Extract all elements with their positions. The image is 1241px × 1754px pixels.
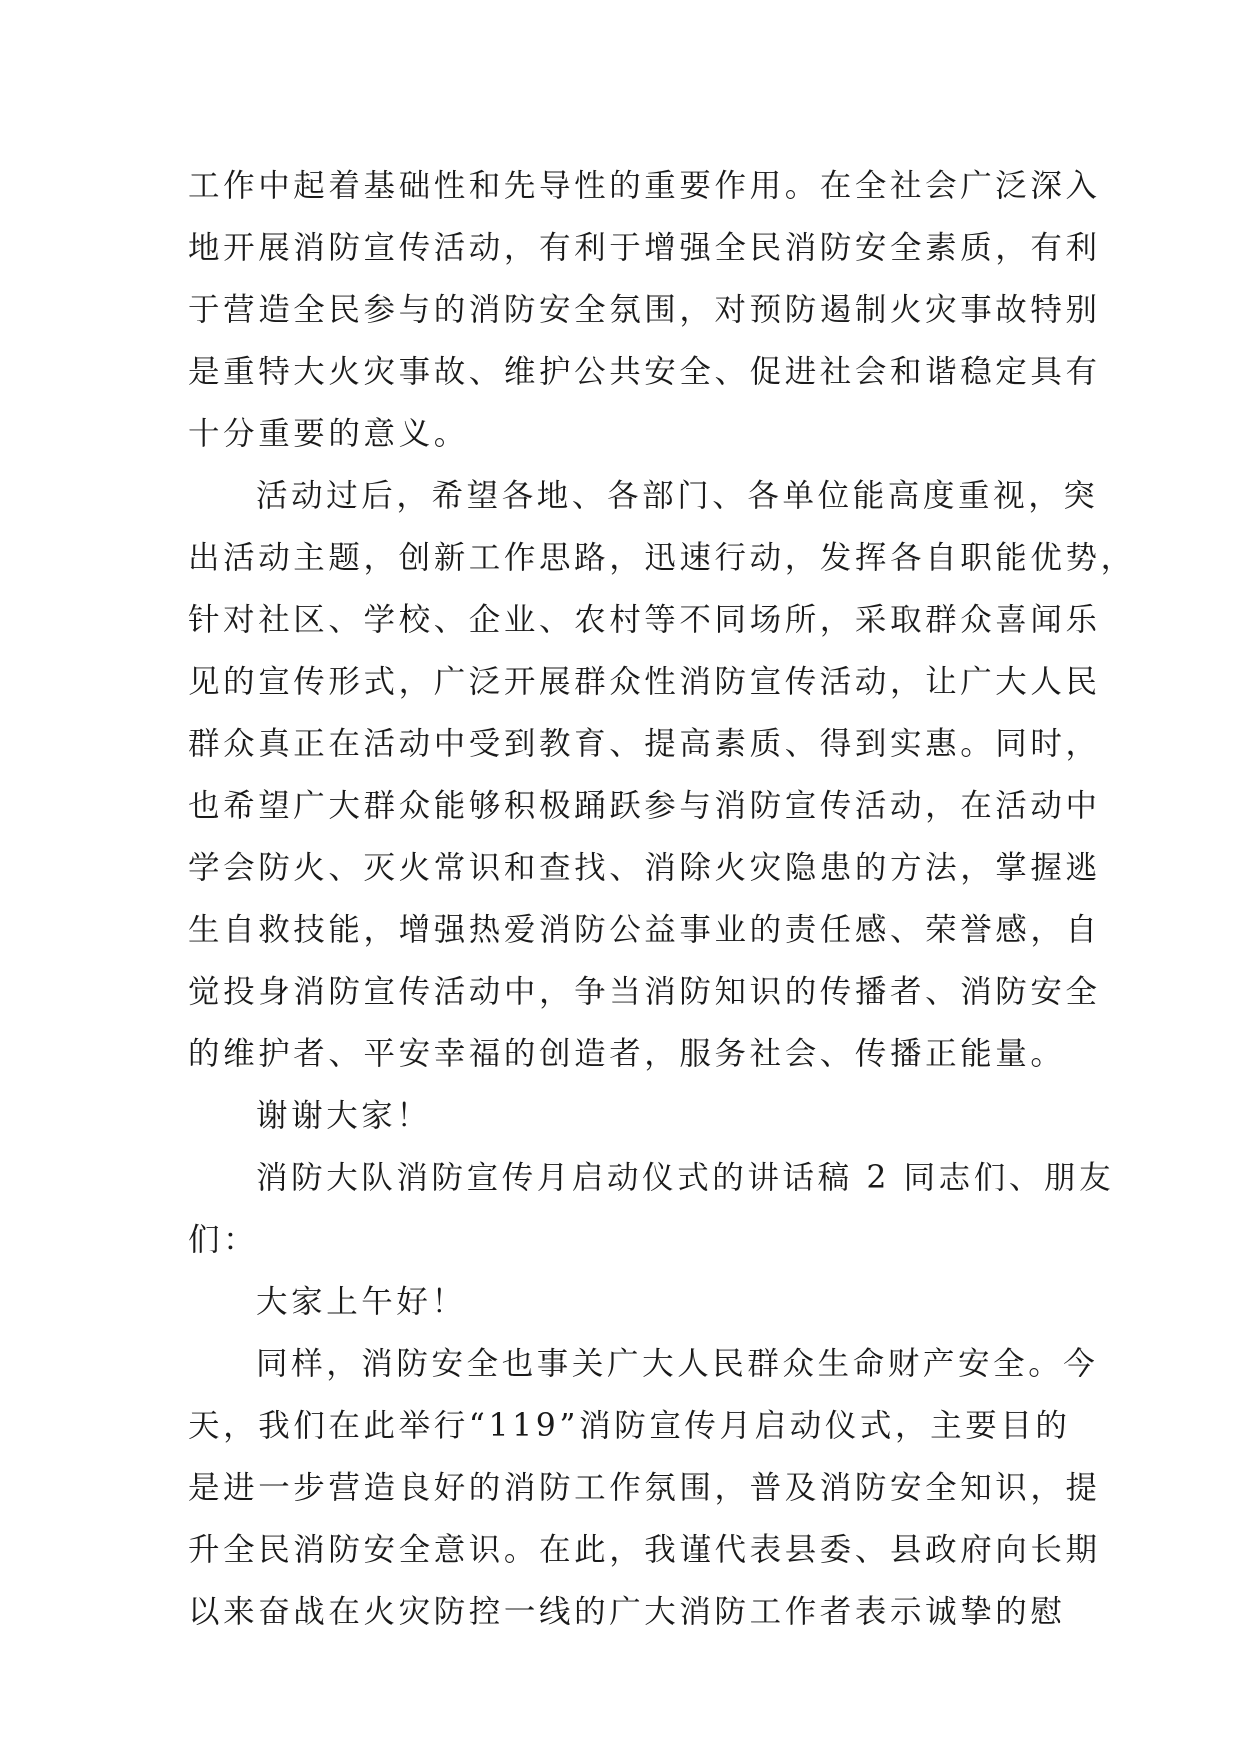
text-line: 大家上午好！ bbox=[256, 1284, 467, 1320]
text-line: 生自救技能，增强热爱消防公益事业的责任感、荣誉感，自 bbox=[188, 912, 1101, 948]
text-line: 十分重要的意义。 bbox=[188, 416, 469, 452]
text-line: 升全民消防安全意识。在此，我谨代表县委、县政府向长期 bbox=[188, 1532, 1101, 1568]
text-line: 觉投身消防宣传活动中，争当消防知识的传播者、消防安全 bbox=[188, 974, 1101, 1010]
text-line: 天，我们在此举行“119”消防宣传月启动仪式，主要目的 bbox=[188, 1408, 1071, 1444]
text-line: 的维护者、平安幸福的创造者，服务社会、传播正能量。 bbox=[188, 1036, 1066, 1072]
body-text bbox=[188, 155, 1136, 1643]
text-line: 是重特大火灾事故、维护公共安全、促进社会和谐稳定具有 bbox=[188, 354, 1101, 390]
text-line: 学会防火、灭火常识和查找、消除火灾隐患的方法，掌握逃 bbox=[188, 850, 1101, 886]
text-line: 谢谢大家！ bbox=[256, 1098, 432, 1134]
text-line: 见的宣传形式，广泛开展群众性消防宣传活动，让广大人民 bbox=[188, 664, 1101, 700]
text-line: 活动过后，希望各地、各部门、各单位能高度重视，突 bbox=[256, 478, 1099, 514]
text-line: 们： bbox=[188, 1222, 259, 1258]
text-line: 于营造全民参与的消防安全氛围，对预防遏制火灾事故特别 bbox=[188, 292, 1101, 328]
text-line: 也希望广大群众能够积极踊跃参与消防宣传活动，在活动中 bbox=[188, 788, 1101, 824]
text-line: 是进一步营造良好的消防工作氛围，普及消防安全知识，提 bbox=[188, 1470, 1101, 1506]
text-line: 针对社区、学校、企业、农村等不同场所，采取群众喜闻乐 bbox=[188, 602, 1101, 638]
text-line: 消防大队消防宣传月启动仪式的讲话稿 2 同志们、朋友 bbox=[256, 1160, 1115, 1196]
text-line: 出活动主题，创新工作思路，迅速行动，发挥各自职能优势， bbox=[188, 540, 1136, 576]
text-line: 工作中起着基础性和先导性的重要作用。在全社会广泛深入 bbox=[188, 168, 1101, 204]
text-line: 同样，消防安全也事关广大人民群众生命财产安全。今 bbox=[256, 1346, 1099, 1382]
text-line: 以来奋战在火灾防控一线的广大消防工作者表示诚挚的慰 bbox=[188, 1594, 1066, 1630]
text-line: 地开展消防宣传活动，有利于增强全民消防安全素质，有利 bbox=[188, 230, 1101, 266]
text-line: 群众真正在活动中受到教育、提高素质、得到实惠。同时， bbox=[188, 726, 1101, 762]
